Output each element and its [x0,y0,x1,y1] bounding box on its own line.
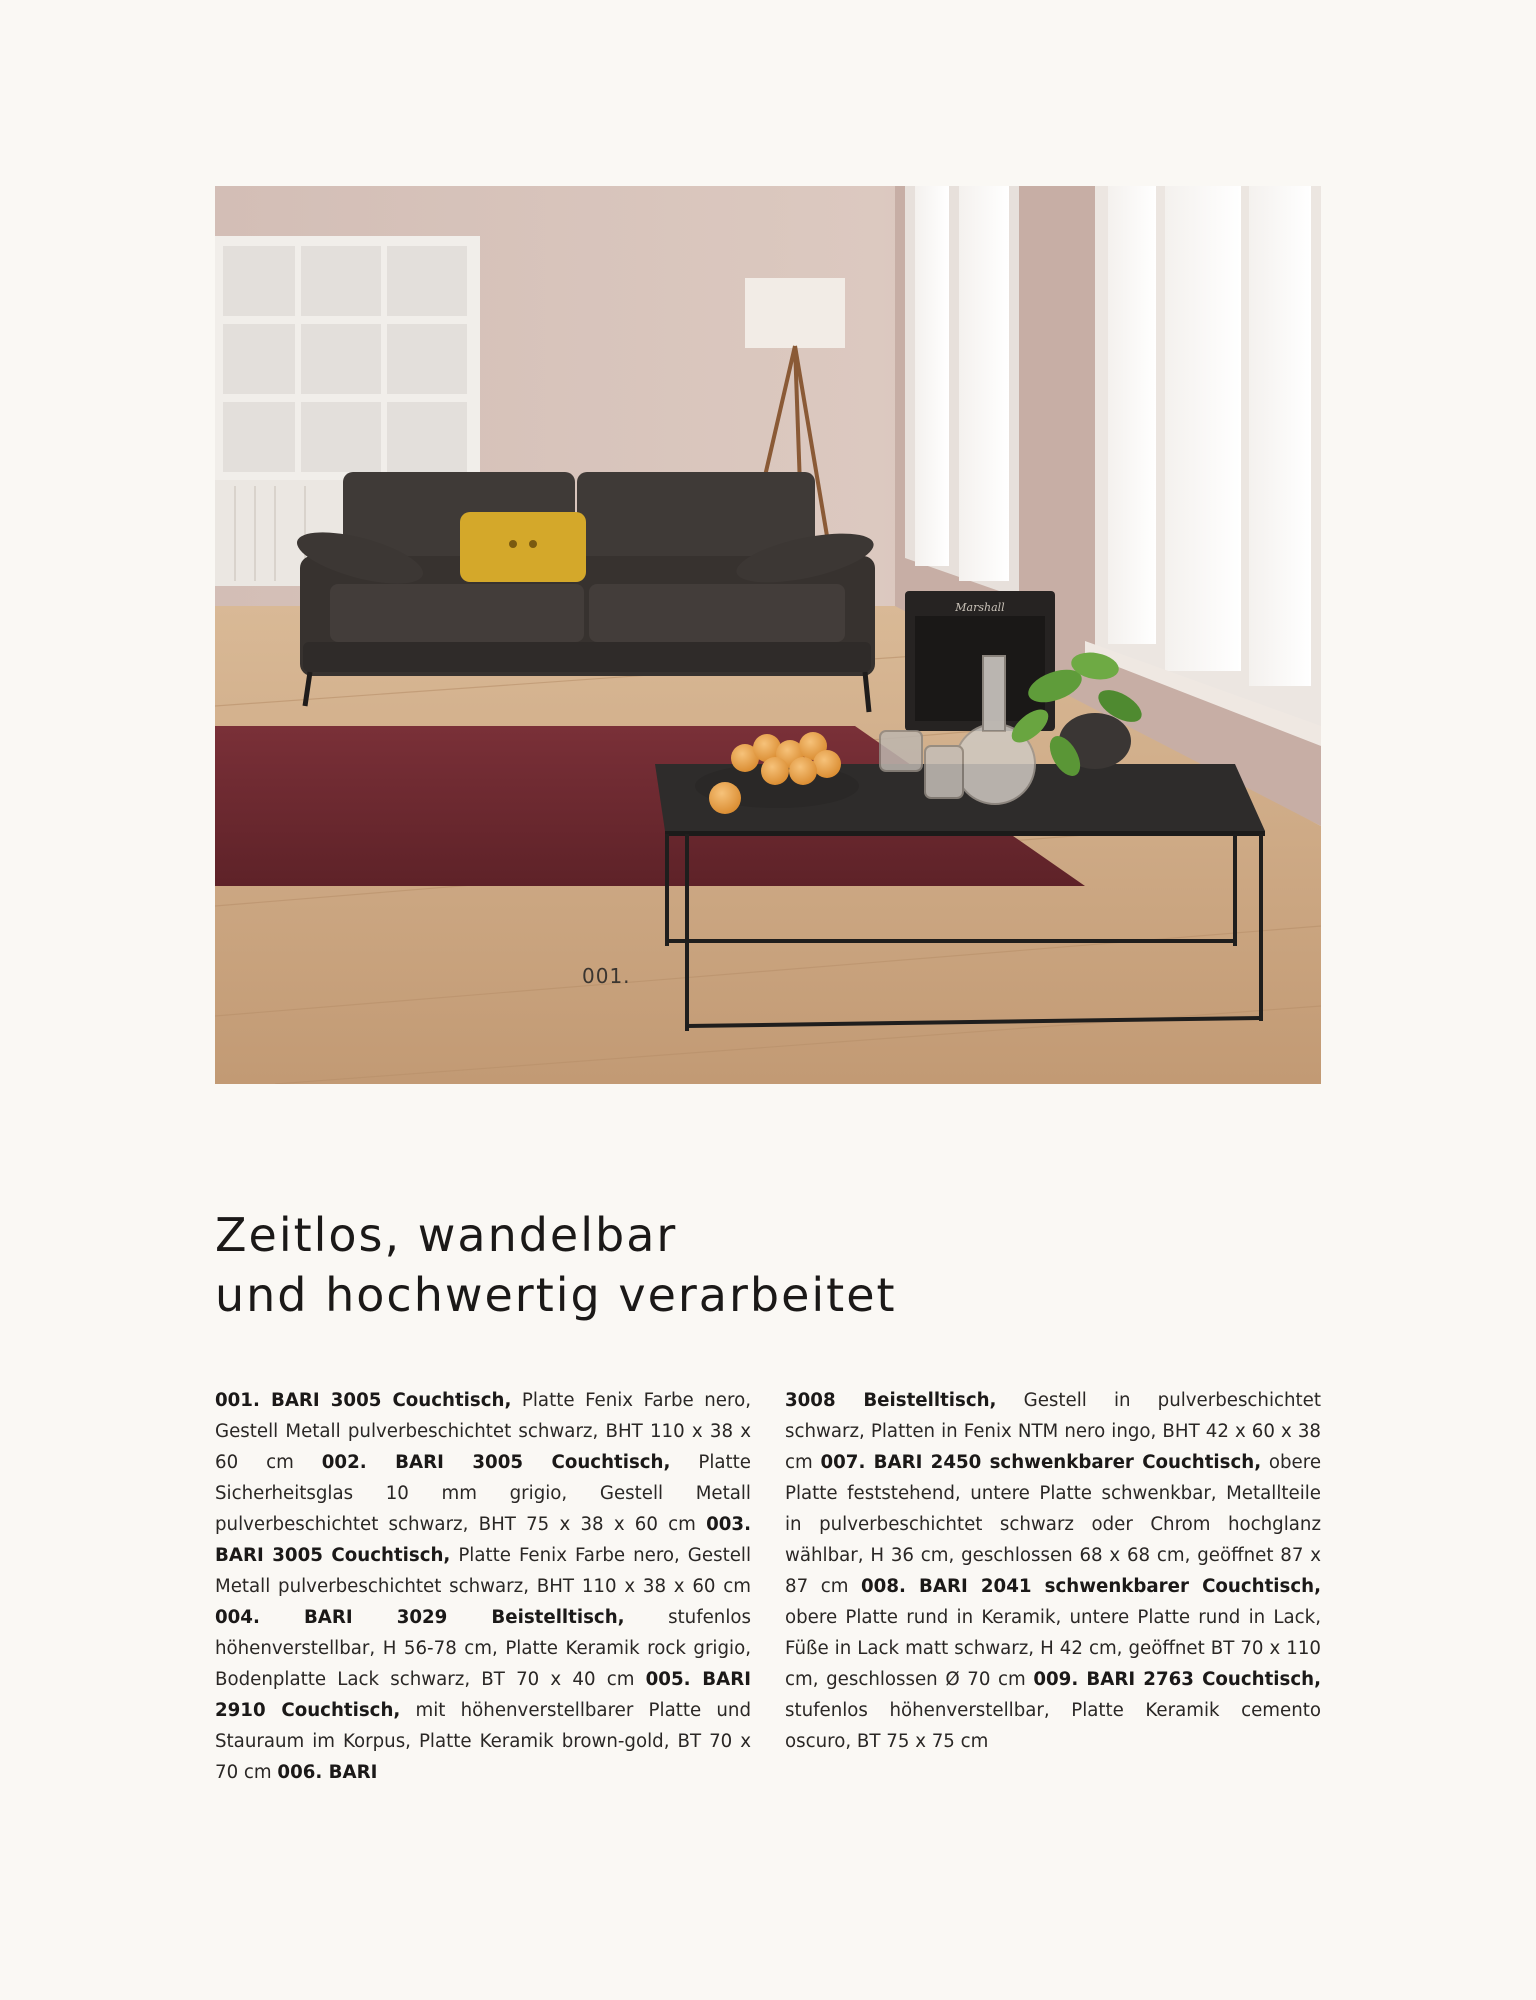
product-description: Platte Fenix Farbe nero, Gestell Metall pulverbeschichtet schwarz, BHT 110 x 38 x 60 cm [215,1390,751,1473]
product-code: 002. BARI 3005 Couchtisch, [321,1452,671,1473]
speaker-brand: Marshall [955,601,1005,614]
speaker [905,591,1055,731]
window-left [905,186,1019,598]
product-code: 009. BARI 2763 Couchtisch, [1033,1669,1321,1690]
window-right [1085,186,1321,746]
product-description: mit höhenverstellbarer Platte und Stauraum im Korpus, Platte Keramik brown-gold, BT 70 x 70 cm [215,1700,751,1783]
product-description: stufenlos höhenverstellbar, H 56-78 cm, Platte Keramik rock grigio, Bodenplatte Lack schwarz, BT 70 x 40 cm [215,1607,751,1690]
product-code: 006. BARI [277,1762,378,1783]
product-description: Gestell in pulverbeschichtet schwarz, Platten in Fenix NTM nero ingo, BHT 42 x 60 x 38 cm [785,1390,1321,1473]
product-code: 007. BARI 2450 schwenkbarer Couchtisch, [820,1452,1262,1473]
sofa [292,472,878,712]
product-description: obere Platte rund in Keramik, untere Platte rund in Lack, Füße in Lack matt schwarz, H 42 cm, geöffnet BT 70 x 110 cm, geschlossen Ø 70 cm [785,1607,1321,1690]
product-description: stufenlos höhenverstellbar, Platte Keramik cemento oscuro, BT 75 x 75 cm [785,1700,1321,1752]
product-entry-006-start [277,1762,377,1783]
product-text-left-column [215,1385,751,1788]
product-code: 001. BARI 3005 Couchtisch, [215,1390,512,1411]
product-code: 003. BARI 3005 Couchtisch, [215,1514,751,1566]
cushion [460,512,586,582]
product-description: Platte Fenix Farbe nero, Gestell Metall pulverbeschichtet schwarz, BHT 110 x 38 x 60 cm [215,1545,751,1597]
headline-line-2: und hochwertig verarbeitet [215,1268,897,1322]
product-code: 005. BARI 2910 Couchtisch, [215,1669,751,1721]
photo-label: 001. [582,964,631,988]
product-code: 004. BARI 3029 Beistelltisch, [215,1607,625,1628]
headline-line-1: Zeitlos, wandelbar [215,1208,678,1262]
page-headline [215,1205,1315,1325]
product-text-right-column [785,1385,1321,1757]
living-room-photo [215,186,1321,1084]
product-code: 008. BARI 2041 schwenkbarer Couchtisch, [861,1576,1321,1597]
product-description: Platte Sicherheitsglas 10 mm grigio, Gestell Metall pulverbeschichtet schwarz, BHT 75 x 38 x 60 cm [215,1452,751,1535]
product-description: obere Platte feststehend, untere Platte schwenkbar, Metallteile in pulverbeschichtet schwarz oder Chrom hochglanz wählbar, H 36 cm, geschlossen 68 x 68 cm, geöffnet 87 x 87 cm [785,1452,1322,1597]
product-code: 3008 Beistelltisch, [785,1390,997,1411]
